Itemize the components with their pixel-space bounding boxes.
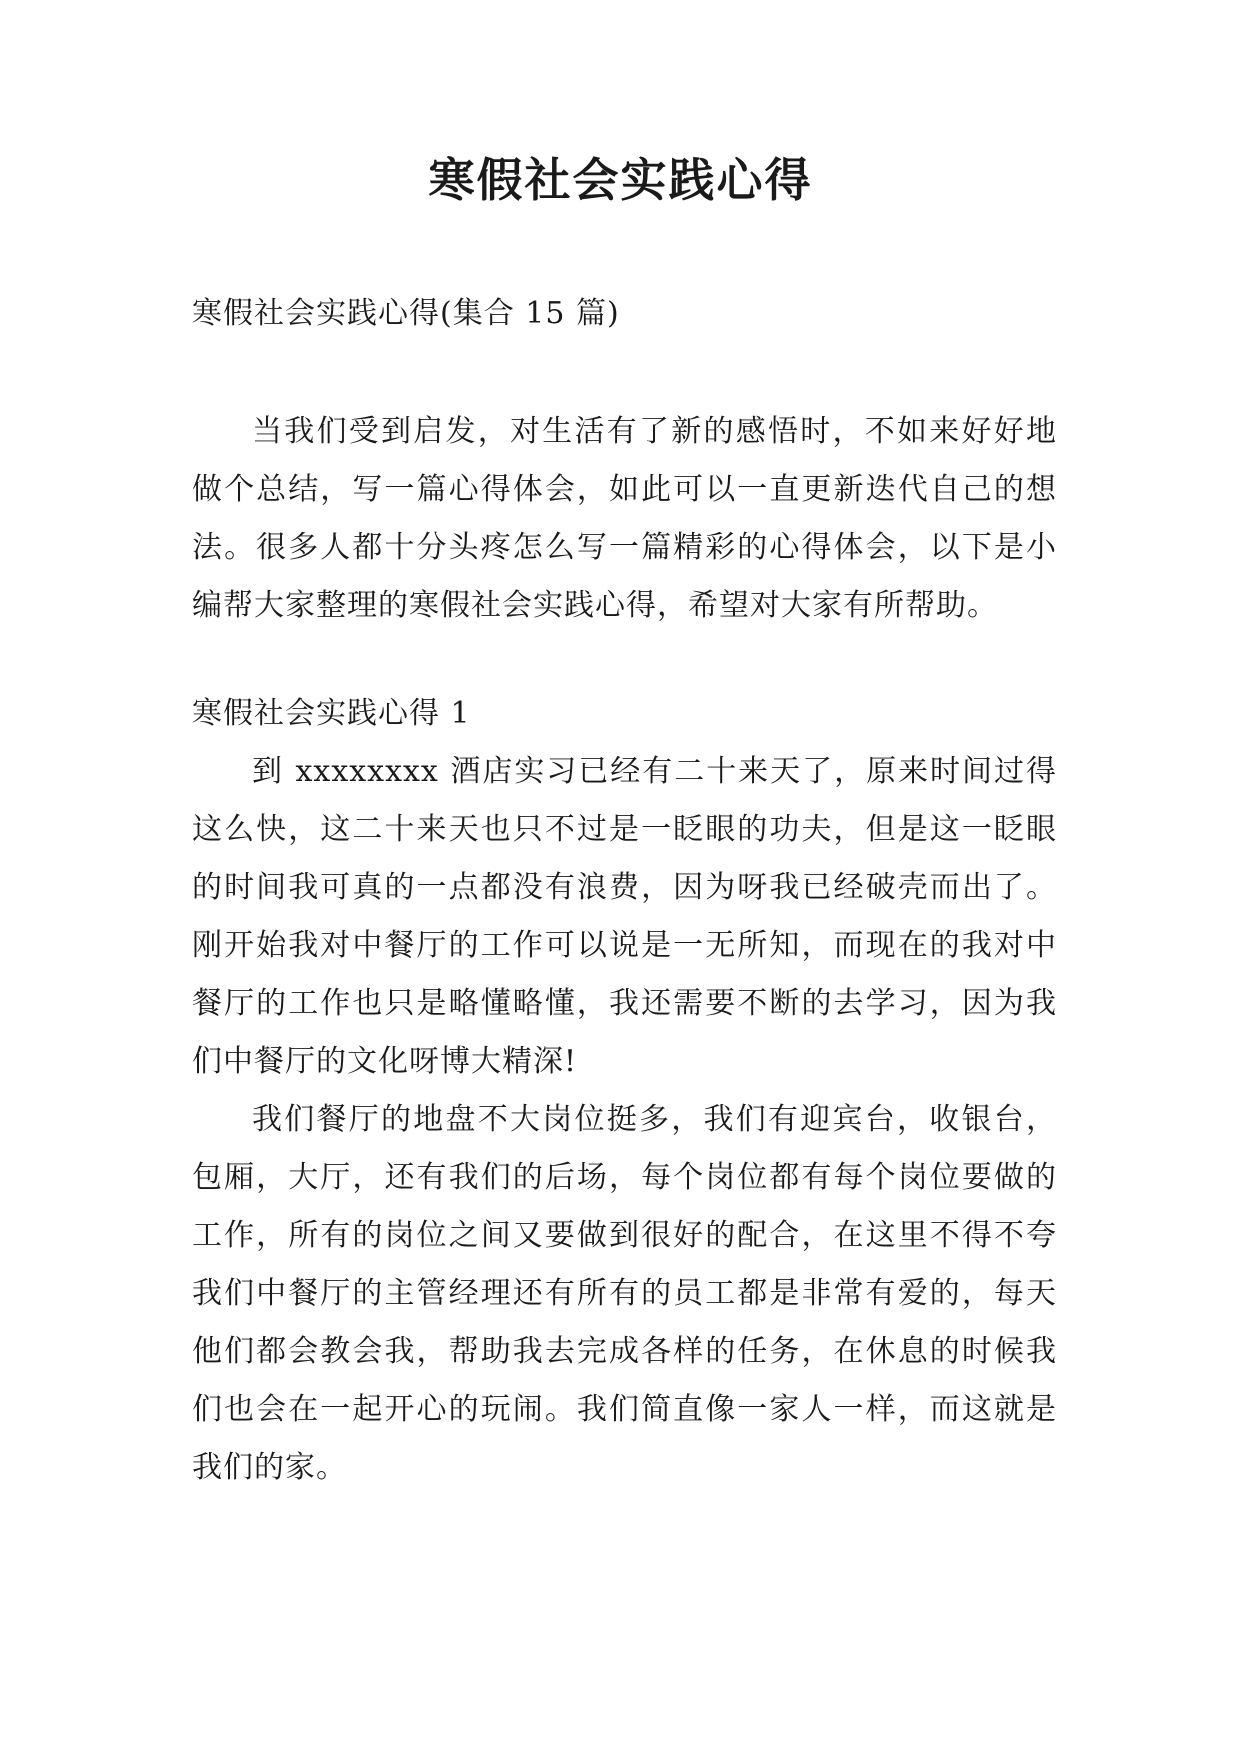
spacer (192, 635, 1057, 685)
section-heading: 寒假社会实践心得 1 (192, 696, 471, 731)
intro-paragraph: 当我们受到启发，对生活有了新的感悟时，不如来好好地做个总结，写一篇心得体会，如此可以一直更新迭代自己的想法。很多人都十分头疼怎么写一篇精彩的心得体会，以下是小编帮大家整理的寒假社会实践心得，希望对大家有所帮助。 (192, 414, 1057, 623)
body-paragraph: 我们餐厅的地盘不大岗位挺多，我们有迎宾台，收银台，包厢，大厅，还有我们的后场，每个岗位都有每个岗位要做的工作，所有的岗位之间又要做到很好的配合，在这里不得不夸我们中餐厅的主管经理还有所有的员工都是非常有爱的，每天他们都会教会我，帮助我去完成各样的任务，在休息的时候我们也会在一起开心的玩闹。我们简直像一家人一样，而这就是我们的家。 (192, 1102, 1057, 1485)
spacer (192, 343, 1057, 403)
document-title: 寒假社会实践心得 (428, 153, 813, 207)
document-subtitle: 寒假社会实践心得(集合 15 篇) (192, 296, 620, 331)
document-body (192, 285, 1057, 1497)
body-paragraph: 到 xxxxxxxx 酒店实习已经有二十来天了，原来时间过得这么快，这二十来天也只不过是一眨眼的功夫，但是这一眨眼的时间我可真的一点都没有浪费，因为呀我已经破壳而出了。刚开始我对中餐厅的工作可以说是一无所知，而现在的我对中餐厅的工作也只是略懂略懂，我还需要不断的去学习，因为我们中餐厅的文化呀博大精深! (192, 754, 1057, 1079)
